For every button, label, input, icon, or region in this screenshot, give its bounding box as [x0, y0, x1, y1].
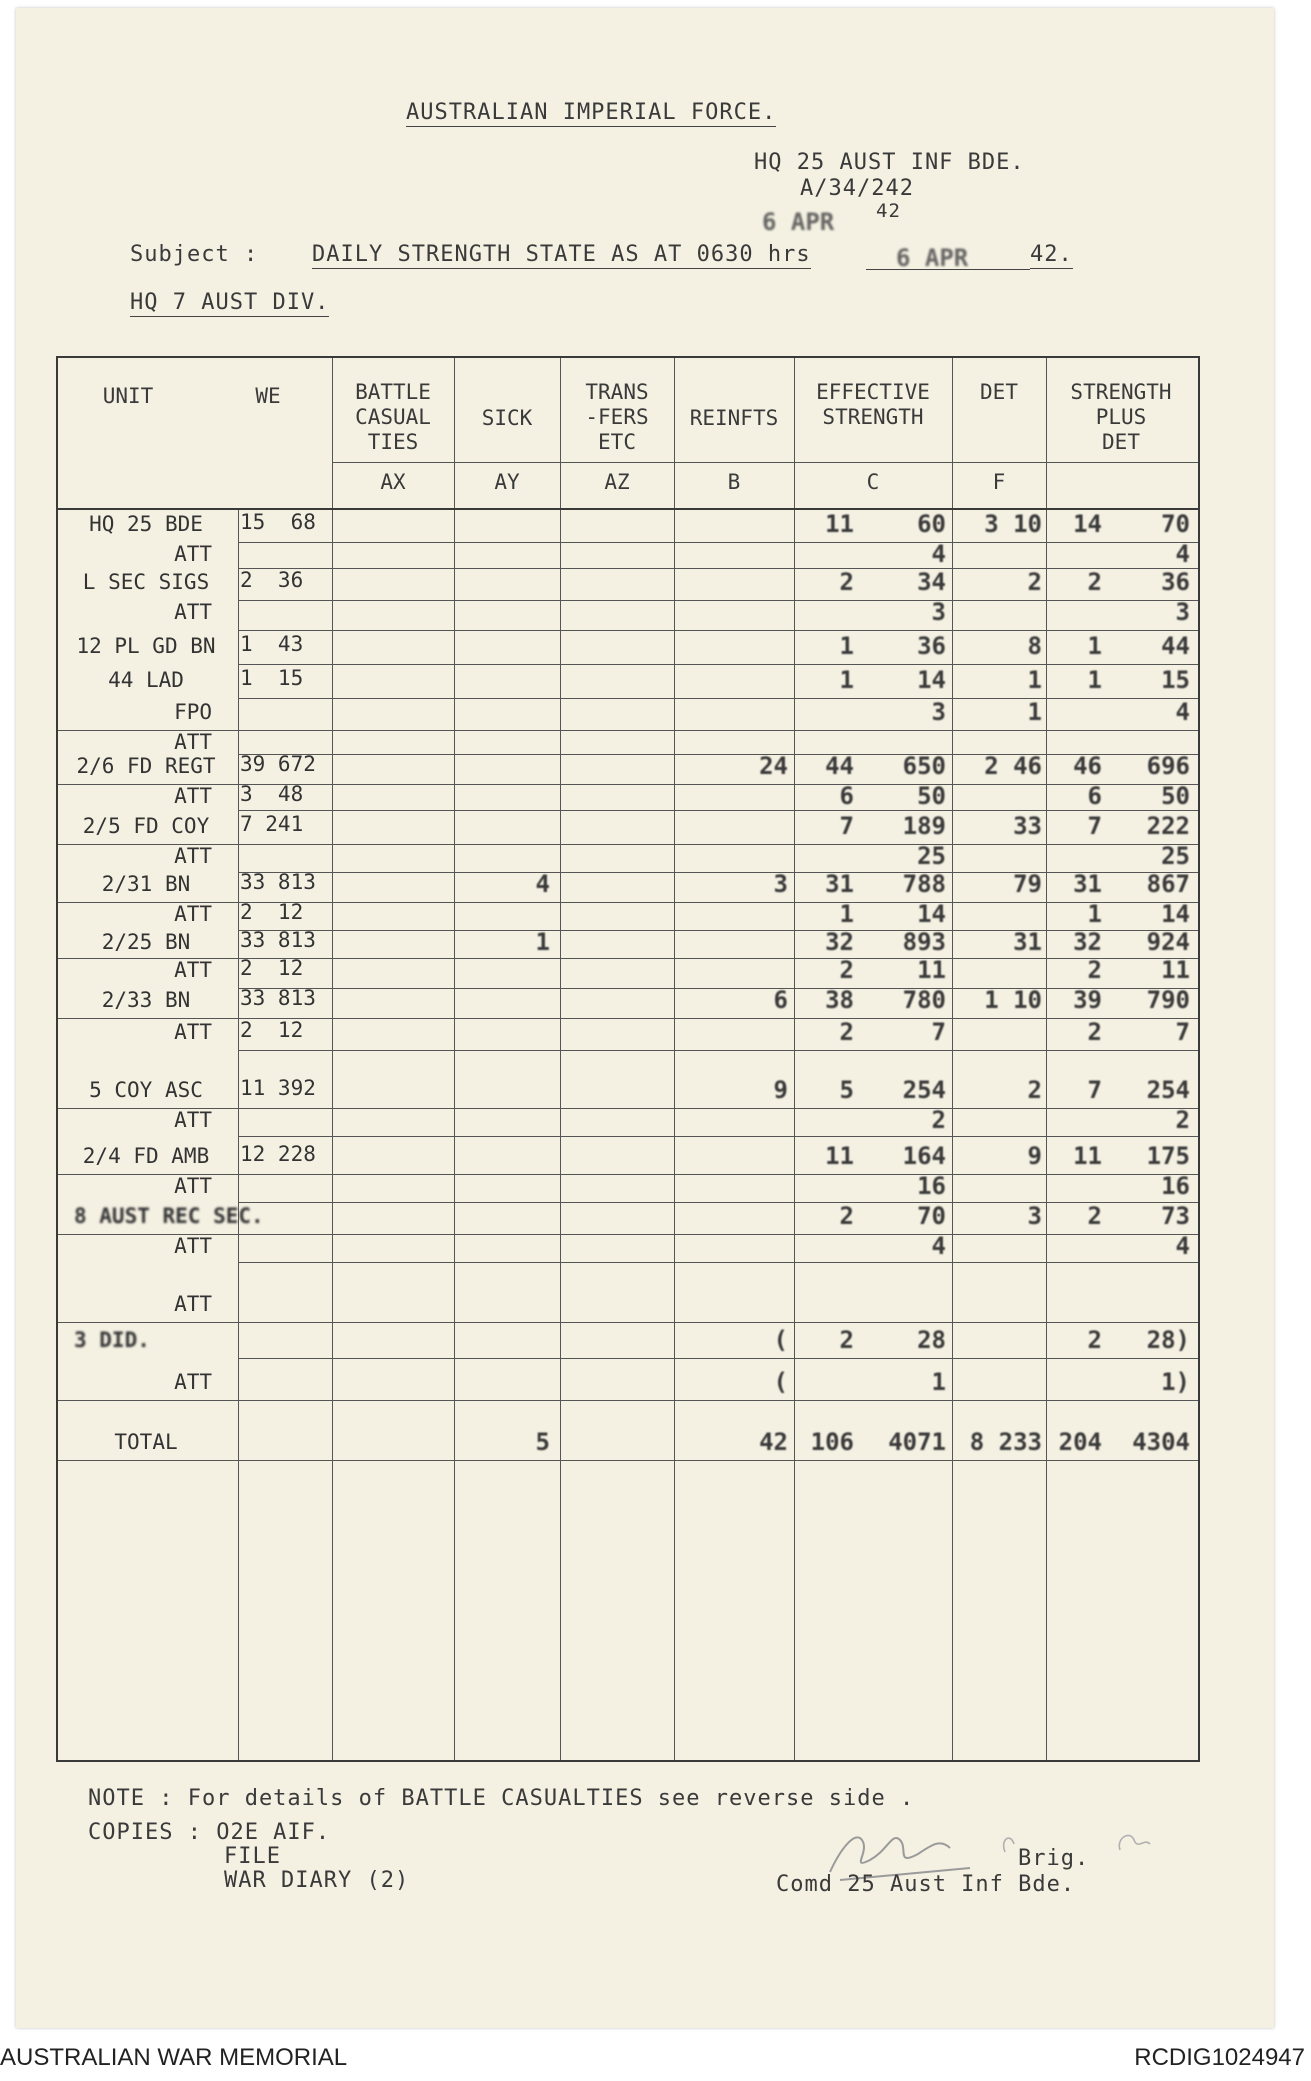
date-stamp: 6 APR: [762, 208, 835, 236]
row-divider: [58, 730, 1198, 731]
strength-value: 4: [1175, 698, 1190, 726]
row-divider: [58, 1174, 1198, 1175]
strength-value: 3: [1027, 1202, 1042, 1230]
unit-label: 2/31 BN: [101, 872, 191, 896]
strength-value: 73: [1161, 1202, 1190, 1230]
unit-label: L SEC SIGS: [82, 570, 210, 594]
strength-value: 4: [535, 870, 550, 898]
strength-value: 204: [1058, 1428, 1102, 1456]
we-value: 39 672: [240, 752, 316, 776]
strength-value: 1): [1161, 1368, 1190, 1396]
strength-value: 14: [1073, 510, 1102, 538]
col-sick: SICK: [481, 406, 533, 430]
hq-heading: HQ 25 AUST INF BDE.: [754, 150, 1025, 175]
strength-value: 9: [773, 1076, 788, 1104]
strength-value: 39: [1073, 986, 1102, 1014]
row-divider: [238, 1358, 1198, 1359]
strength-value: 222: [1146, 812, 1190, 840]
strength-value: 867: [1146, 870, 1190, 898]
col-transfers: TRANS -FERS ETC: [585, 380, 649, 454]
unit-label: 44 LAD: [108, 668, 184, 692]
we-value: 2 36: [240, 568, 304, 592]
strength-value: 6: [1087, 782, 1102, 810]
strength-value: (: [773, 1326, 788, 1354]
strength-value: 16: [917, 1172, 946, 1200]
strength-value: 4: [1175, 540, 1190, 568]
unit-label: FPO: [174, 700, 212, 724]
strength-value: 70: [1161, 510, 1190, 538]
strength-value: 1: [1087, 900, 1102, 928]
strength-value: 3: [931, 698, 946, 726]
row-divider: [58, 844, 1198, 845]
note-text: NOTE : For details of BATTLE CASUALTIES see reverse side .: [88, 1786, 915, 1811]
we-value: 33 813: [240, 928, 316, 952]
code-c: C: [866, 470, 880, 494]
strength-value: 14: [1161, 900, 1190, 928]
row-divider: [238, 698, 1198, 699]
copies-label: COPIES : O2E AIF.: [88, 1820, 331, 1845]
strength-value: 11: [917, 956, 946, 984]
strength-value: 790: [1146, 986, 1190, 1014]
row-divider: [58, 784, 1198, 785]
we-value: 33 813: [240, 870, 316, 894]
strength-value: 1: [931, 1368, 946, 1396]
strength-value: 11: [825, 510, 854, 538]
strength-value: 3: [931, 598, 946, 626]
subject-underline: [866, 269, 1030, 270]
strength-value: 2: [839, 568, 854, 596]
row-divider: [238, 1262, 1198, 1263]
strength-value: 2: [1027, 568, 1042, 596]
strength-value: 11: [825, 1142, 854, 1170]
unit-label: ATT: [174, 1020, 212, 1044]
strength-value: 6: [839, 782, 854, 810]
reference-number: A/34/242: [800, 176, 914, 201]
strength-value: 70: [917, 1202, 946, 1230]
strength-value: 31: [1073, 870, 1102, 898]
we-value: 2 12: [240, 900, 304, 924]
strength-value: 2: [931, 1106, 946, 1134]
strength-value: 28: [917, 1326, 946, 1354]
strength-value: 1: [839, 666, 854, 694]
strength-value: 4304: [1132, 1428, 1190, 1456]
strength-value: 4: [931, 1232, 946, 1260]
strength-value: 2: [1087, 568, 1102, 596]
col-det: DET: [980, 380, 1018, 404]
unit-label: ATT: [174, 1370, 212, 1394]
col-strength-plus-det: STRENGTH PLUS DET: [1070, 380, 1172, 454]
strength-value: 14: [917, 666, 946, 694]
strength-value: 50: [917, 782, 946, 810]
unit-label: ATT: [174, 844, 212, 868]
strength-value: 24: [759, 752, 788, 780]
strength-value: 8: [1027, 632, 1042, 660]
strength-value: 25: [917, 842, 946, 870]
row-divider: [58, 1108, 1198, 1109]
strength-value: 696: [1146, 752, 1190, 780]
strength-value: 2 46: [984, 752, 1042, 780]
document-title: AUSTRALIAN IMPERIAL FORCE.: [406, 100, 777, 125]
unit-label: 3 DID.: [74, 1328, 150, 1352]
row-divider: [58, 902, 1198, 903]
strength-value: 7: [1087, 1076, 1102, 1104]
strength-value: 15: [1161, 666, 1190, 694]
row-divider: [58, 1400, 1198, 1401]
strength-value: 7: [839, 812, 854, 840]
strength-value: 2: [839, 956, 854, 984]
strength-value: 50: [1161, 782, 1190, 810]
unit-label: ATT: [174, 1234, 212, 1258]
strength-value: 32: [1073, 928, 1102, 956]
code-f: F: [992, 470, 1006, 494]
unit-label: 12 PL GD BN: [76, 634, 216, 658]
we-value: 7 241: [240, 812, 304, 836]
rank: Brig.: [1018, 1846, 1090, 1871]
strength-value: 36: [917, 632, 946, 660]
strength-value: 28): [1146, 1326, 1190, 1354]
subject-text: DAILY STRENGTH STATE AS AT 0630 hrs: [312, 242, 811, 267]
row-divider: [238, 664, 1198, 665]
row-divider: [58, 958, 1198, 959]
strength-value: 31: [1013, 928, 1042, 956]
strength-value: 2: [1027, 1076, 1042, 1104]
subject-label: Subject :: [130, 242, 259, 267]
unit-label: 5 COY ASC: [89, 1078, 203, 1102]
unit-label: ATT: [174, 784, 212, 808]
col-effective-strength: EFFECTIVE STRENGTH: [816, 380, 930, 429]
code-az: AZ: [604, 470, 630, 494]
we-value: 12 228: [240, 1142, 316, 1166]
strength-value: 254: [902, 1076, 946, 1104]
strength-value: 11: [1161, 956, 1190, 984]
strength-value: 3: [773, 870, 788, 898]
strength-value: 79: [1013, 870, 1042, 898]
archive-credit: AUSTRALIAN WAR MEMORIAL: [0, 2044, 348, 2071]
strength-value: 42: [759, 1428, 788, 1456]
unit-label: ATT: [174, 902, 212, 926]
archive-id: RCDIG1024947: [1134, 2044, 1305, 2071]
strength-value: 34: [917, 568, 946, 596]
strength-value: 46: [1073, 752, 1102, 780]
strength-value: 32: [825, 928, 854, 956]
strength-value: 7: [1087, 812, 1102, 840]
unit-label: ATT: [174, 542, 212, 566]
row-divider: [58, 1460, 1198, 1461]
strength-value: 11: [1073, 1142, 1102, 1170]
strength-value: 189: [902, 812, 946, 840]
divider: [332, 462, 1198, 463]
strength-value: 44: [825, 752, 854, 780]
strength-value: 2: [839, 1326, 854, 1354]
strength-value: 5: [839, 1076, 854, 1104]
strength-value: 2: [1087, 1326, 1102, 1354]
unit-label: ATT: [174, 730, 212, 754]
strength-value: 9: [1027, 1142, 1042, 1170]
strength-value: 1: [1087, 666, 1102, 694]
strength-value: 1: [1027, 666, 1042, 694]
we-value: 2 12: [240, 1018, 304, 1042]
unit-label: 2/5 FD COY: [82, 814, 210, 838]
unit-label: ATT: [174, 1108, 212, 1132]
row-divider: [238, 810, 1198, 811]
row-divider: [58, 1322, 1198, 1323]
strength-value: 7: [931, 1018, 946, 1046]
strength-value: 893: [902, 928, 946, 956]
strength-value: 924: [1146, 928, 1190, 956]
strength-value: 1: [1027, 698, 1042, 726]
unit-label: ATT: [174, 958, 212, 982]
unit-label: TOTAL: [114, 1430, 178, 1454]
we-value: 11 392: [240, 1076, 316, 1100]
unit-label: 8 AUST REC SEC.: [74, 1204, 264, 1228]
unit-label: 2/6 FD REGT: [76, 754, 216, 778]
unit-label: ATT: [174, 600, 212, 624]
strength-value: 3 10: [984, 510, 1042, 538]
code-ay: AY: [494, 470, 520, 494]
strength-value: 60: [917, 510, 946, 538]
strength-table: [56, 356, 1200, 1762]
col-unit: UNIT: [102, 384, 154, 408]
strength-value: 1: [1087, 632, 1102, 660]
strength-value: 2: [839, 1202, 854, 1230]
strength-value: 1: [839, 632, 854, 660]
code-b: B: [727, 470, 741, 494]
subject-year: 42.: [1030, 242, 1073, 267]
strength-value: 16: [1161, 1172, 1190, 1200]
strength-value: 1: [535, 928, 550, 956]
strength-value: (: [773, 1368, 788, 1396]
strength-value: 6: [773, 986, 788, 1014]
row-divider: [58, 1018, 1198, 1019]
strength-value: 780: [902, 986, 946, 1014]
subject-date-stamp: 6 APR: [896, 244, 969, 272]
strength-value: 4071: [888, 1428, 946, 1456]
strength-value: 44: [1161, 632, 1190, 660]
we-value: 33 813: [240, 986, 316, 1010]
strength-value: 38: [825, 986, 854, 1014]
row-divider: [238, 600, 1198, 601]
col-we: WE: [255, 384, 281, 408]
addressee: HQ 7 AUST DIV.: [130, 290, 330, 315]
row-divider: [238, 630, 1198, 631]
strength-value: 650: [902, 752, 946, 780]
row-divider: [58, 1234, 1198, 1235]
row-divider: [238, 542, 1198, 543]
code-ax: AX: [380, 470, 406, 494]
strength-value: 2: [1087, 1202, 1102, 1230]
strength-value: 106: [810, 1428, 854, 1456]
strength-value: 2: [1087, 956, 1102, 984]
we-value: 1 15: [240, 666, 304, 690]
strength-value: 1: [839, 900, 854, 928]
unit-label: ATT: [174, 1292, 212, 1316]
col-reinfts: REINFTS: [689, 406, 779, 430]
strength-value: 4: [931, 540, 946, 568]
row-divider: [238, 1136, 1198, 1137]
strength-value: 3: [1175, 598, 1190, 626]
we-value: 15 68: [240, 510, 316, 534]
strength-value: 4: [1175, 1232, 1190, 1260]
strength-value: 788: [902, 870, 946, 898]
unit-label: 2/33 BN: [101, 988, 191, 1012]
strength-value: 8 233: [969, 1428, 1042, 1456]
strength-value: 5: [535, 1428, 550, 1456]
we-value: 3 48: [240, 782, 304, 806]
strength-value: 36: [1161, 568, 1190, 596]
strength-value: 31: [825, 870, 854, 898]
strength-value: 2: [1087, 1018, 1102, 1046]
strength-value: 33: [1013, 812, 1042, 840]
strength-value: 14: [917, 900, 946, 928]
copy-war-diary: WAR DIARY (2): [224, 1868, 410, 1893]
we-value: 1 43: [240, 632, 304, 656]
strength-value: 164: [902, 1142, 946, 1170]
signature-block: Comd 25 Aust Inf Bde.: [776, 1872, 1076, 1897]
unit-label: ATT: [174, 1174, 212, 1198]
strength-value: 2: [1175, 1106, 1190, 1134]
unit-label: 2/25 BN: [101, 930, 191, 954]
we-value: 2 12: [240, 956, 304, 980]
reference-year: 42: [876, 200, 901, 222]
col-battle-casualties: BATTLE CASUAL TIES: [355, 380, 431, 454]
unit-label: 2/4 FD AMB: [82, 1144, 210, 1168]
row-divider: [238, 1050, 1198, 1051]
strength-value: 25: [1161, 842, 1190, 870]
strength-value: 7: [1175, 1018, 1190, 1046]
strength-value: 1 10: [984, 986, 1042, 1014]
strength-value: 175: [1146, 1142, 1190, 1170]
unit-label: HQ 25 BDE: [89, 512, 203, 536]
strength-value: 254: [1146, 1076, 1190, 1104]
strength-value: 2: [839, 1018, 854, 1046]
copy-file: FILE: [224, 1844, 281, 1869]
